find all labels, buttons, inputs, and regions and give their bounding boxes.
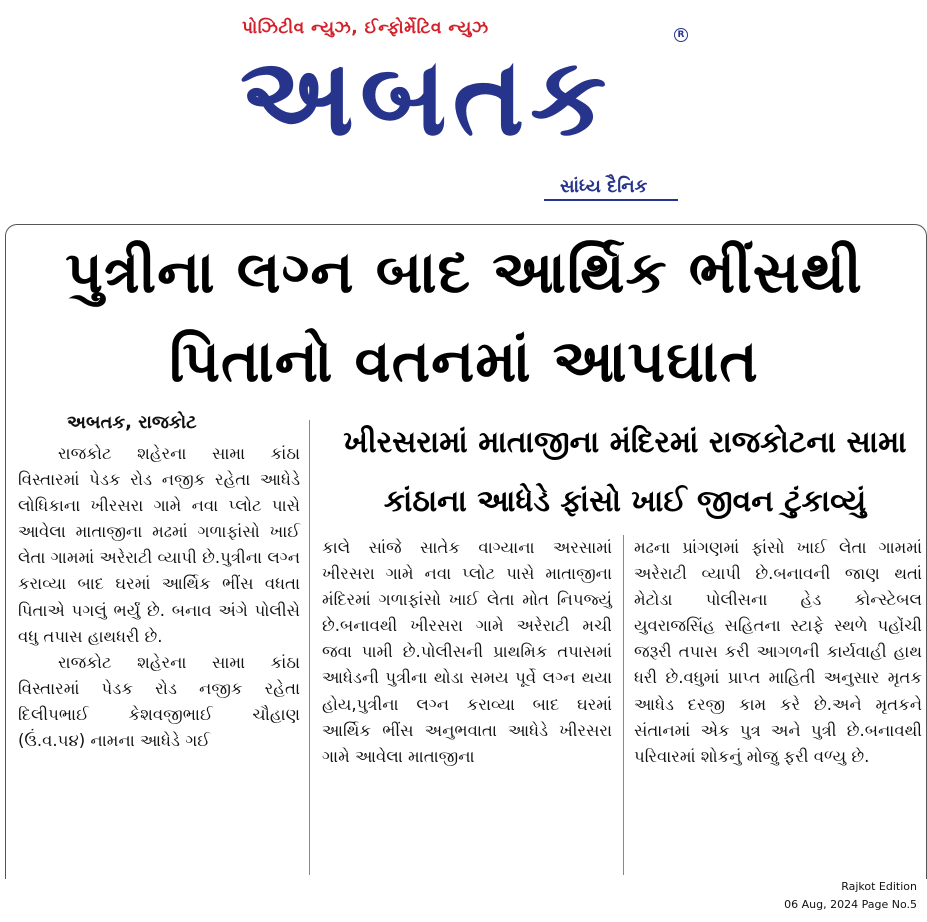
- date-page-label: 06 Aug, 2024 Page No.5: [784, 898, 917, 911]
- article-paragraph: રાજકોટ શહેરના સામા કાંઠા વિસ્તારમાં પેડક રોડ નજીક રહેતા દિલીપભાઈ કેશવજીભાઈ ચૌહાણ (ઉં.વ.૫૪) નામના આધેડે ગઈ: [18, 652, 300, 751]
- subheadline-line-1: ખીરસરામાં માતાજીના મંદિરમાં રાજકોટના સામા: [343, 425, 907, 460]
- masthead-subtitle: સાંધ્ય દૈનિક: [560, 176, 648, 197]
- article-column-2: [322, 535, 612, 770]
- article-paragraph: મઢના પ્રાંગણમાં ફાંસો ખાઈ લેતા ગામમાં અરેરાટી વ્યાપી છે.બનાવની જાણ થતાં મેટોડા પોલીસના હેડ કોન્સ્ટેબલ યુવરાજસિંહ સહિતના સ્ટાફે સ્થળે પહોંચી જરૂરી તપાસ કરી આગળની કાર્યવાહી હાથ ધરી છે.વધુમાં પ્રાપ્ત માહિતી અનુસાર મૃતક આધેડ દરજી કામ કરે છે.અને મૃતકને સંતાનમાં એક પુત્ર અને પુત્રી છે.બનાવથી પરિવારમાં શોકનું મોજુ ફરી વળ્યુ છે.: [634, 538, 922, 766]
- dateline: અબતક, રાજકોટ: [67, 412, 197, 433]
- masthead-tagline: પોઝિટીવ ન્યુઝ, ઈન્ફોર્મેટિવ ન્યુઝ: [242, 18, 489, 38]
- article-paragraph: કાલે સાંજે સાતેક વાગ્યાના અરસામાં ખીરસરા ગામે નવા પ્લોટ પાસે માતાજીના મંદિરમાં ગળાફાંસો ખાઈ લેતા મોત નિપજ્યું છે.બનાવથી ખીરસરા ગામે અરેરાટી મચી જવા પામી છે.પોલીસની પ્રાથમિક તપાસમાં આધેડની પુત્રીના થોડા સમય પૂર્વે લગ્ન થયા હોય,પુત્રીના લગ્ન કરાવ્યા બાદ ઘરમાં આર્થિક ભીંસ અનુભવાતા આધેડે ખીરસરા ગામે આવેલા માતાજીના: [322, 538, 612, 766]
- registered-mark-icon: R: [674, 28, 688, 42]
- edition-label: Rajkot Edition: [841, 880, 917, 893]
- article-column-3: [634, 535, 922, 770]
- subheadline-line-2: કાંઠાના આધેડે ફાંસો ખાઈ જીવન ટુંકાવ્યું: [383, 484, 867, 519]
- subtitle-underline: [544, 199, 678, 201]
- article-column-1: [18, 441, 300, 754]
- article-paragraph: રાજકોટ શહેરના સામા કાંઠા વિસ્તારમાં પેડક રોડ નજીક રહેતા આધેડે લોધિકાના ખીરસરા ગામે નવા પ્લોટ પાસે આવેલા માતાજીના મઢમાં ગળાફાંસો ખાઈ લેતા ગામમાં અરેરાટી વ્યાપી છે.પુત્રીના લગ્ન કરાવ્યા બાદ ઘરમાં આર્થિક ભીંસ વધતા પિતાએ પગલું ભર્યું છે. બનાવ અંગે પોલીસે વધુ તપાસ હાથધરી છે.: [18, 444, 300, 646]
- headline-line-2: પિતાનો વતનમાં આપઘાત: [169, 327, 759, 395]
- headline-line-1: પુત્રીના લગ્ન બાદ આર્થિક ભીંસથી: [65, 238, 863, 306]
- column-divider: [623, 535, 624, 875]
- newspaper-logo: અબતક: [240, 35, 613, 160]
- column-divider: [309, 420, 310, 875]
